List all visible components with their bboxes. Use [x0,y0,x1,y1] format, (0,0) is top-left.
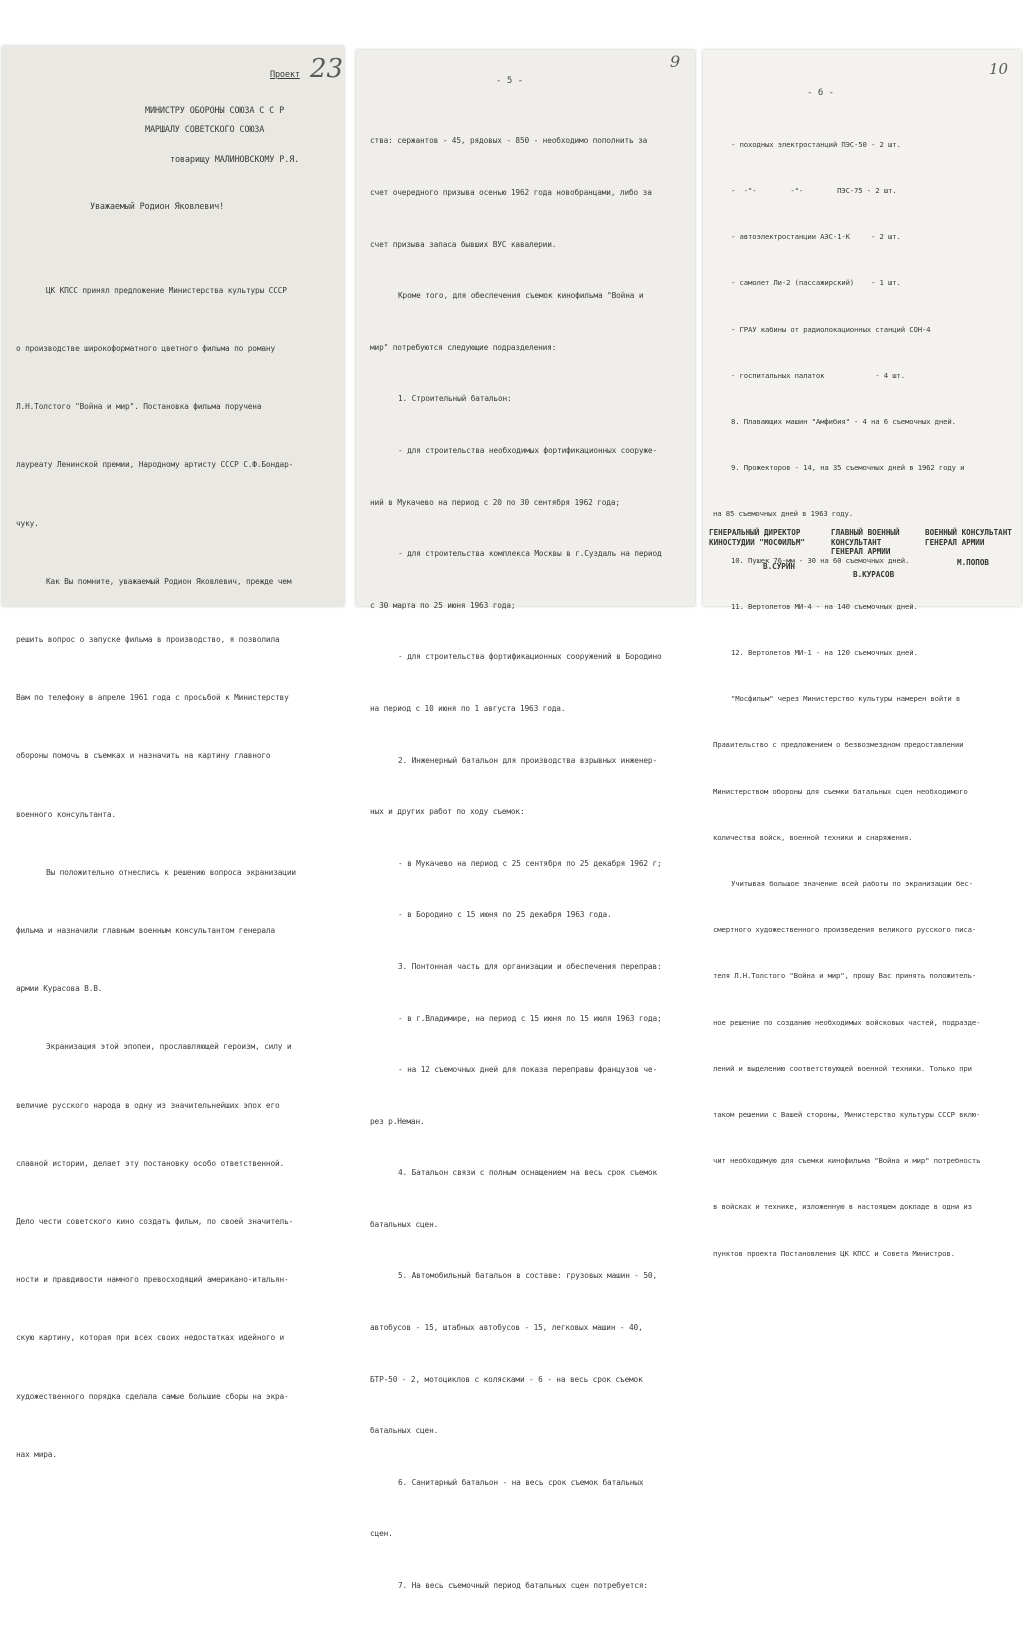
handwritten-page-number: 23 [310,54,344,84]
body-line: армии Курасова В.В. [16,984,103,994]
body-line: - автоэлектростанции АЭС-1-К - 2 шт. [731,232,901,242]
letter-body [370,98,692,1629]
director-name: В.СУРИН [763,562,796,571]
chief-consultant-name: В.КУРАСОВ [853,570,895,579]
letter-body [16,242,342,1503]
body-line: - для строительства комплекса Москвы в г.Суздаль на период [398,549,662,559]
body-line: теля Л.Н.Толстого "Война и мир", прошу Вас принять положитель- [713,971,977,981]
document-page-2 [356,50,695,1591]
body-line: 8. Плавающих машин "Амфибия" - 4 на 6 съемочных дней. [731,417,956,427]
body-line: 3. Понтонная часть для организации и обеспечения переправ: [398,961,662,971]
body-line: - для строительства необходимых фортификационных сооруже- [398,445,658,455]
body-line: военного консультанта. [16,809,116,819]
body-line: Как Вы помните, уважаемый Родион Яковлевич, прежде чем [46,576,292,586]
page-number: - 5 - [496,76,524,86]
body-line: Министерством обороны для съемки батальных сцен необходимого [713,786,968,796]
body-line: чит необходимую для съемки кинофильма "Война и мир" потребность [713,1156,981,1166]
body-line: ных и других работ по ходу съемок: [370,807,525,817]
document-page-3 [703,50,1021,1258]
body-line: о производстве широкоформатного цветного фильма по роману [16,344,276,354]
salutation: Уважаемый Родион Яковлевич! [90,202,225,212]
body-line: 12. Вертолетов МИ-1 - на 120 съемочных дней. [731,648,918,658]
body-line: 5. Автомобильный батальон в составе: грузовых машин - 50, [398,1271,658,1281]
body-line: фильма и назначили главным военным консультантом генерала [16,926,276,936]
body-line: 4. Батальон связи с полным оснащением на весь срок съемок [398,1168,658,1178]
body-line: скую картину, которая при всех своих недостатках идейного и [16,1333,285,1343]
body-line: 7. На весь съемочный период батальных сцен потребуется: [398,1581,648,1591]
body-line: - -"- -"- ПЭС-75 - 2 шт. [731,186,897,196]
body-line: счет очередного призыва осенью 1962 года новобранцами, либо за [370,188,652,197]
body-line: - в г.Владимире, на период с 15 июня по 15 июля 1963 года; [398,1013,662,1023]
body-line: ное решение по созданию необходимых войсковых частей, подразде- [713,1017,981,1027]
body-line: счет призыва запаса бывших ВУС кавалерии. [370,239,557,249]
body-line: величие русского народа в одну из значительнейших эпох его [16,1100,280,1110]
body-line: батальных сцен. [370,1426,439,1436]
body-line: Дело чести советского кино создать фильм, по своей значитель- [16,1217,294,1227]
addressee-line-1: МИНИСТРУ ОБОРОНЫ СОЮЗА С С Р [145,106,285,116]
body-line: нах мира. [16,1449,57,1459]
body-line: - ГРАУ кабины от радиолокационных станций СОН-4 [731,324,931,334]
director-title: ГЕНЕРАЛЬНЫЙ ДИРЕКТОР КИНОСТУДИИ "МОСФИЛЬМ" [709,528,806,547]
body-line: 9. Прожекторов - 14, на 35 съемочных дней в 1962 году и [731,463,965,473]
body-line: ЦК КПСС принял предложение Министерства культуры СССР [46,285,287,295]
body-line: "Мосфильм" через Министерство культуры намерен войти в [731,694,961,704]
body-line: 10. Пушек 76-мм - 30 на 60 съемочных дней. [731,555,910,565]
body-line: БТР-50 - 2, мотоциклов с колясками - 6 - на весь срок съемок [370,1374,643,1384]
body-line: решить вопрос о запуске фильма в производство, я позволила [16,635,280,645]
body-line: - на 12 съемочных дней для показа переправы французов че- [398,1065,658,1075]
body-line: батальных сцен. [370,1219,439,1229]
body-line: славной истории, делает эту постановку особо ответственной. [16,1158,285,1168]
body-line: на период с 10 июня по 1 августа 1963 года. [370,703,566,713]
body-line: - походных электростанций ПЭС-50 - 2 шт. [731,139,901,149]
body-line: ности и правдивости намного превосходящий американо-итальян- [16,1275,289,1285]
body-line: лений и выделению соответствующей военной техники. Только при [713,1063,972,1073]
body-line: художественного порядка сделала самые большие сборы на экра- [16,1391,289,1401]
body-line: лауреату Ленинской премии, Народному артисту СССР С.Ф.Бондар- [16,460,294,470]
body-line: мир" потребуются следующие подразделения: [370,342,557,352]
body-line: - госпитальных палаток - 4 шт. [731,370,905,380]
body-line: Правительство с предложением о безвозмездном предоставлении [713,740,964,750]
body-line: на 85 съемочных дней в 1963 году. [713,509,854,519]
body-line: Вам по телефону в апреле 1961 года с просьбой к Министерству [16,693,289,703]
body-line: в войсках и технике, изложенную в настоящем докладе в одни из [713,1202,972,1212]
chief-consultant-title: ГЛАВНЫЙ ВОЕННЫЙ КОНСУЛЬТАНТ ГЕНЕРАЛ АРМИИ [831,528,900,556]
addressee-line-3: товарищу МАЛИНОВСКОМУ Р.Я. [170,155,300,165]
body-line: ства: сержантов - 45, рядовых - 850 - необходимо пополнить за [370,136,648,146]
handwritten-page-number: 9 [670,52,681,71]
body-line: таком решении с Вашей стороны, Министерство культуры СССР вклю- [713,1110,981,1120]
body-line: чуку. [16,518,39,528]
body-line: рез р.Неман. [370,1116,425,1126]
body-line: пунктов проекта Постановления ЦК КПСС и Совета Министров. [713,1248,955,1258]
body-line: Экранизация этой эпопеи, прославляющей героизм, силу и [46,1042,292,1052]
body-line: - в Мукачево на период с 25 сентября по 25 декабря 1962 г; [398,858,662,868]
body-line: 6. Санитарный батальон - на весь срок съемок батальных [398,1477,644,1487]
body-line: количества войск, военной техники и снаряжения. [713,832,913,842]
document-page-1 [2,46,344,1459]
body-line: - самолет Ли-2 (пассажирский) - 1 шт. [731,278,901,288]
consultant-name: М.ПОПОВ [957,558,990,567]
body-line: автобусов - 15, штабных автобусов - 15, легковых машин - 40, [370,1323,643,1333]
body-line: Л.Н.Толстого "Война и мир". Постановка фильма поручена [16,402,262,412]
draft-stamp: Проект [270,70,300,80]
body-line: 2. Инженерный батальон для производства взрывных инженер- [398,755,658,765]
body-line: обороны помочь в съемках и назначить на картину главного [16,751,271,761]
body-line: 11. Вертолетов МИ-4 - на 140 съемочных дней. [731,601,918,611]
body-line: Кроме того, для обеспечения съемок кинофильма "Война и [398,291,644,301]
body-line: - в Бородино с 15 июня по 25 декабря 1963 года. [398,910,612,920]
body-line: Учитывая большое значение всей работы по экранизации бес- [731,879,973,889]
consultant-title: ВОЕННЫЙ КОНСУЛЬТАНТ ГЕНЕРАЛ АРМИИ [925,528,1012,547]
body-line: 1. Строительный батальон: [398,394,512,404]
body-line: с 30 марта по 25 июня 1963 года; [370,600,516,610]
body-line: сцен. [370,1529,393,1539]
body-line: - для строительства фортификационных сооружений в Бородино [398,652,662,662]
addressee-line-2: МАРШАЛУ СОВЕТСКОГО СОЮЗА [145,125,265,135]
body-line: ний в Мукачево на период с 20 по 30 сентября 1962 года; [370,497,620,507]
handwritten-page-number: 10 [989,60,1009,78]
page-number: - 6 - [807,88,835,98]
letter-body [713,106,1019,1292]
body-line: Вы положительно отнеслись к решению вопроса экранизации [46,867,296,877]
body-line: смертного художественного произведения великого русского писа- [713,925,977,935]
